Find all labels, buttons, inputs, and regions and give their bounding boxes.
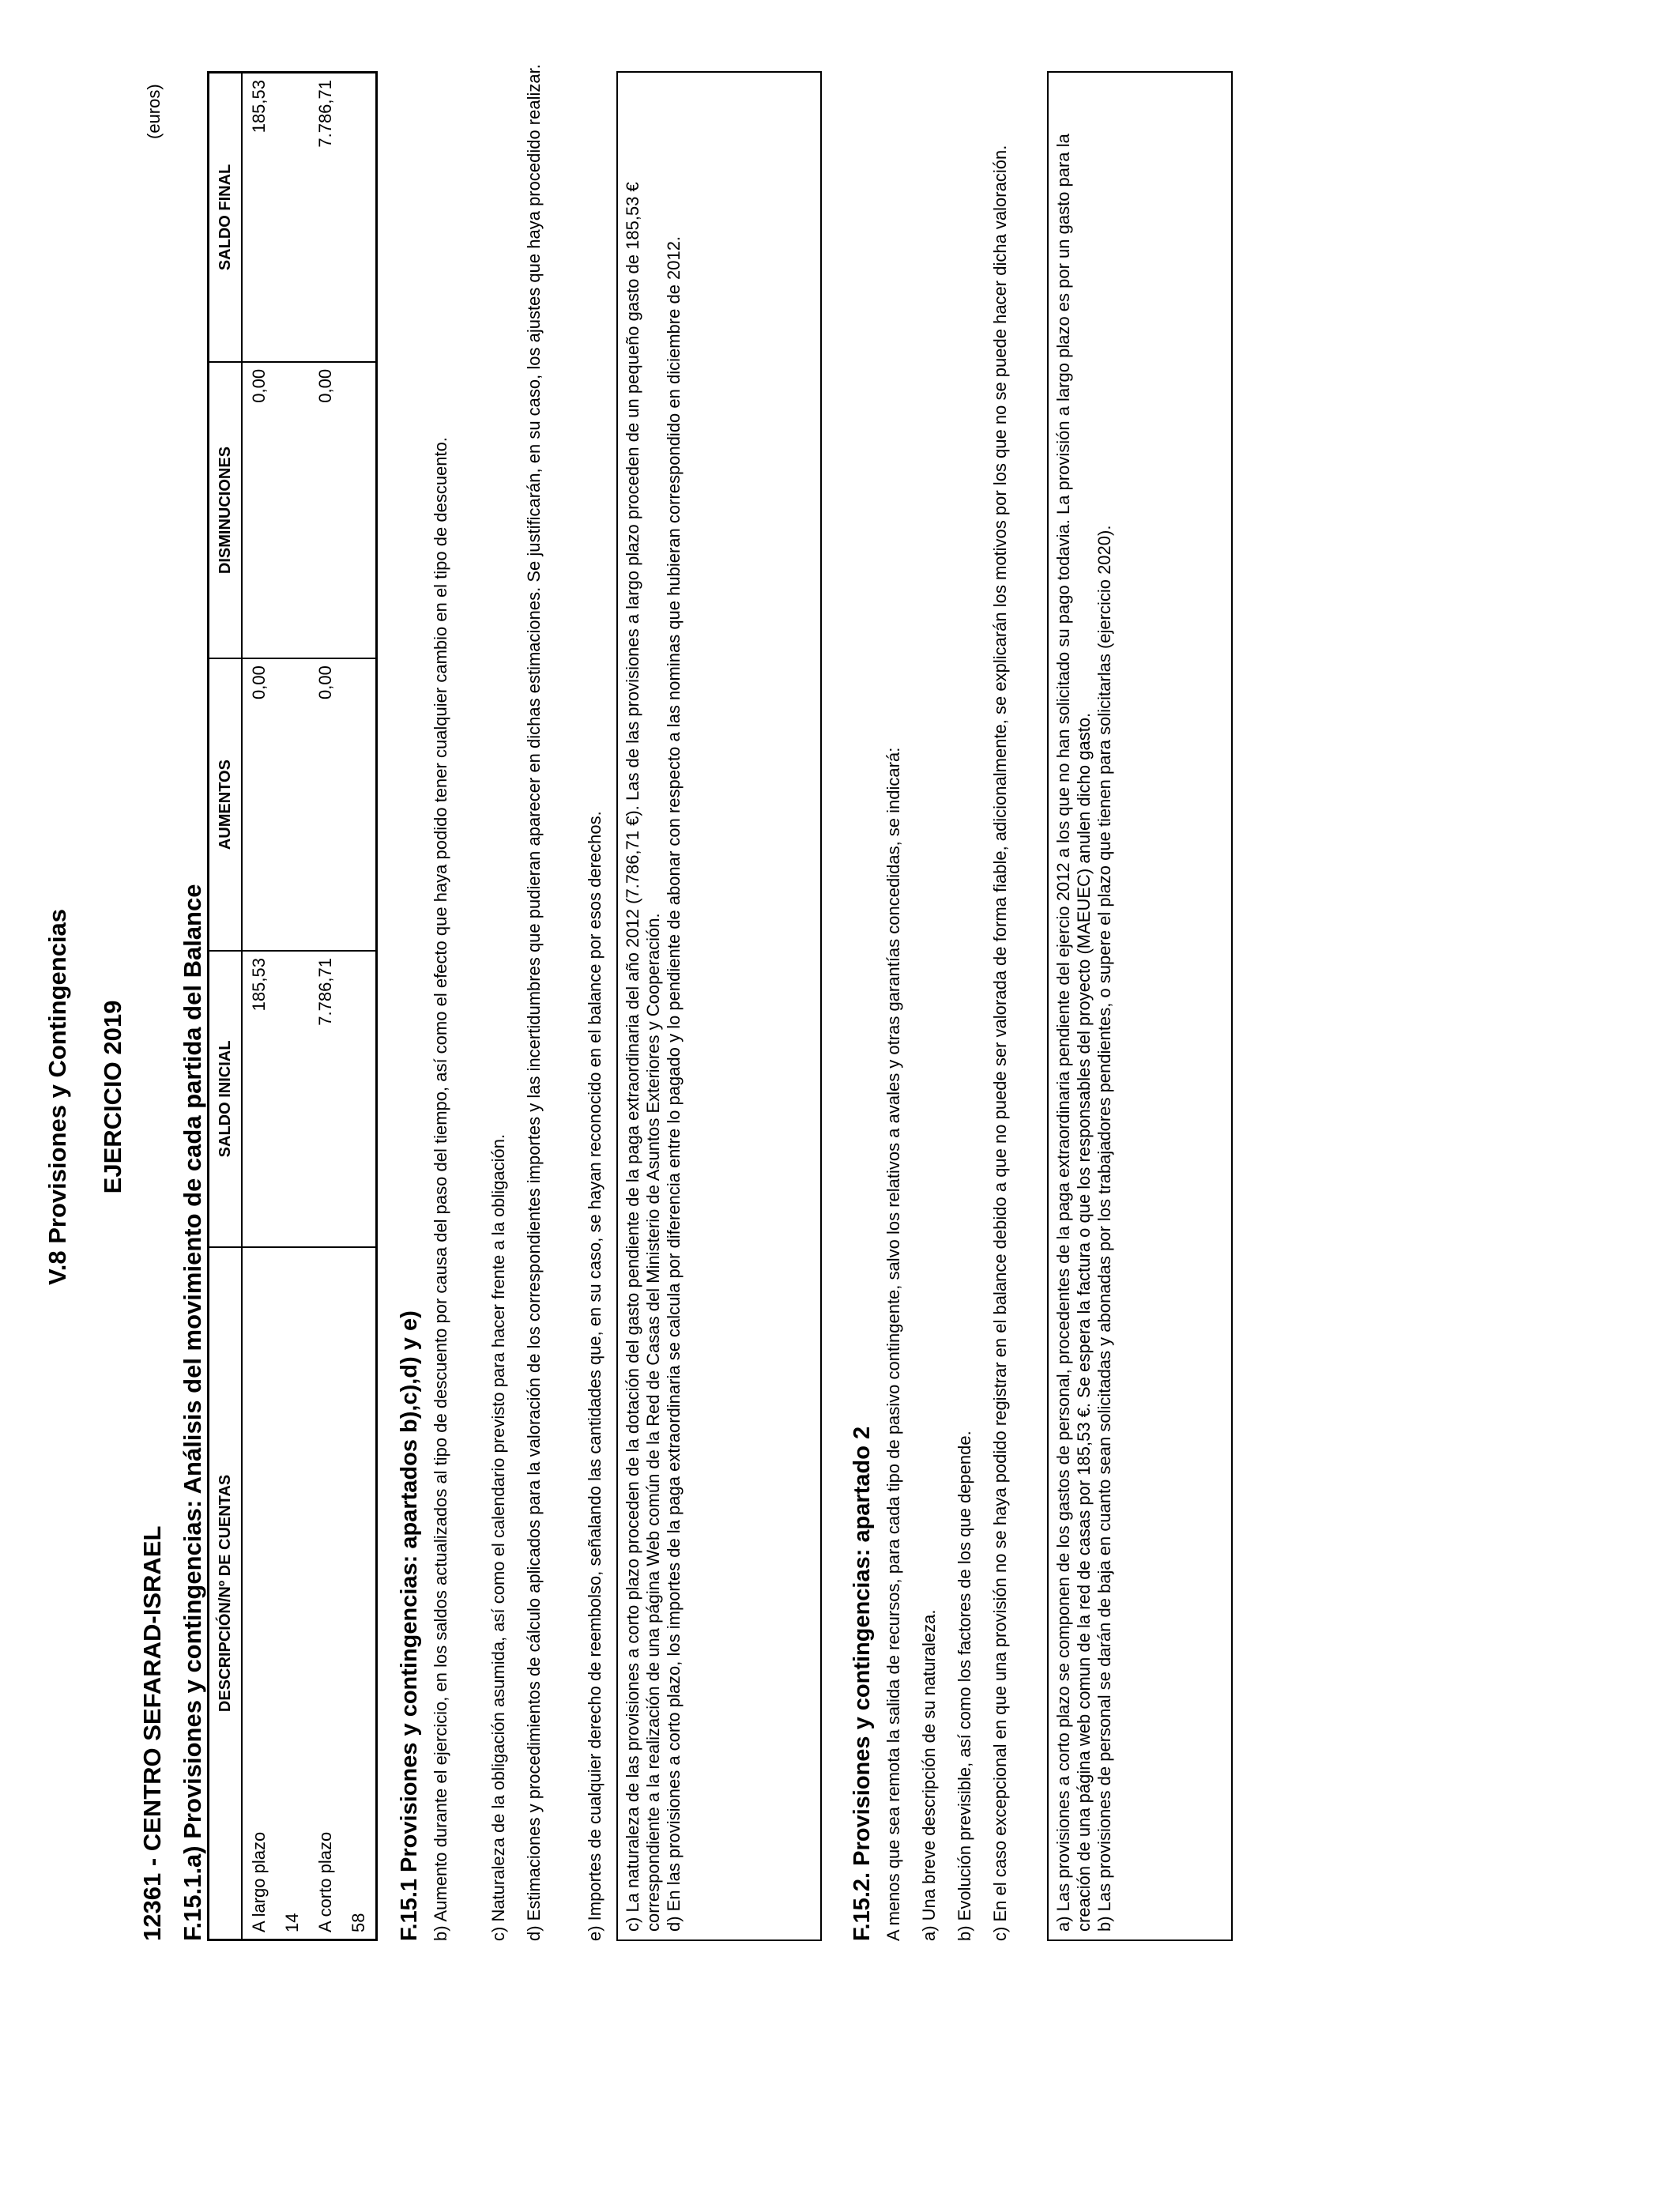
row-saldo-final: 7.786,71 bbox=[309, 73, 342, 362]
row-desc: 58 bbox=[348, 1913, 368, 1932]
row-disminuciones bbox=[276, 362, 309, 658]
row-disminuciones: 0,00 bbox=[242, 362, 276, 658]
table-row bbox=[242, 73, 276, 1940]
section-2-box-a: a) Las provisiones a corto plazo se componen de los gastos de personal, procedentes de la paga extraordinaria pendiente del ejercio 2012 a los que no han solicitado su pago todavia. La provisión a largo plazo es por un gasto para la creación de una página web comun de la red de casas por 185,53 €. Se espera la factura o que los responsables del proyecto (MAEUEC) anulen dicho gasto. bbox=[1053, 134, 1094, 1932]
entity-name: 12361 - CENTRO SEFARAD-ISRAEL bbox=[138, 1525, 166, 1941]
col-disminuciones: DISMINUCIONES bbox=[209, 362, 243, 658]
section-1-item-e: e) Importes de cualquier derecho de reembolso, señalando las cantidades que, en su caso, se hayan reconocido en el balance por esos derechos. bbox=[585, 811, 605, 1941]
row-saldo-inicial: 7.786,71 bbox=[309, 951, 342, 1247]
section-2-box-b: b) Las provisiones de personal se darán de baja en cuanto sean solicitadas y abonadas por los trabajadores pendientes, o supere el plazo que tienen para solicitarlas (ejercicio 2020). bbox=[1094, 525, 1114, 1932]
section-1-item-c: c) Naturaleza de la obligación asumida, así como el calendario previsto para hacer frente a la obligación. bbox=[488, 1133, 508, 1941]
section-1-title: F.15.1 Provisiones y contingencias: apartados b),c),d) y e) bbox=[397, 1310, 422, 1941]
row-desc: 14 bbox=[282, 1913, 302, 1932]
section-2-title: F.15.2. Provisiones y contingencias: apartado 2 bbox=[849, 1426, 875, 1941]
row-saldo-inicial bbox=[276, 951, 309, 1247]
section-2-intro: A menos que sea remota la salida de recursos, para cada tipo de pasivo contingente, salvo los relativos a avales y otras garantías concedidas, se indicará: bbox=[883, 747, 903, 1941]
row-aumentos bbox=[342, 658, 377, 951]
row-aumentos: 0,00 bbox=[309, 658, 342, 951]
row-desc: A corto plazo bbox=[315, 1831, 335, 1932]
section-1-item-d: d) Estimaciones y procedimientos de cálculo aplicados para la valoración de los correspondientes importes y las incertidumbres que pudieran aparecer en dichas estimaciones. Se justificarán, en su caso, los ajustes que haya procedido realizar. bbox=[524, 64, 544, 1941]
table-row bbox=[342, 73, 377, 1940]
section-1-item-b: b) Aumento durante el ejercicio, en los saldos actualizados al tipo de descuento por causa del paso del tiempo, así como el efecto que haya podido tener cualquier cambio en el tipo de descuento. bbox=[431, 437, 450, 1941]
movements-table bbox=[207, 71, 378, 1941]
row-saldo-final: 185,53 bbox=[242, 73, 276, 362]
section-1-box-d: d) En las provisiones a corto plazo, los importes de la paga extraordinaria se calcula por diferencia entre lo pagado y lo pendiente de abonar con respecto a las nominas que hubieran correspondido en diciembre de 2012. bbox=[664, 236, 684, 1932]
col-saldo-inicial: SALDO INICIAL bbox=[209, 951, 243, 1247]
row-disminuciones bbox=[342, 362, 377, 658]
exercise-title: EJERCICIO 2019 bbox=[99, 1000, 126, 1194]
col-descripcion: DESCRIPCIÓN/Nº DE CUENTAS bbox=[209, 1247, 243, 1940]
section-2-item-c: c) En el caso excepcional en que una provisión no se haya podido registrar en el balance debido a que no puede ser valorada de forma fiable, adicionalmente, se explicarán los motivos por los que no se puede hacer dicha valoración. bbox=[990, 145, 1010, 1941]
col-saldo-final: SALDO FINAL bbox=[209, 73, 243, 362]
row-saldo-inicial bbox=[342, 951, 377, 1247]
section-1-box-c: c) La naturaleza de las provisiones a corto plazo proceden de la dotación del gasto pendiente de la paga extraordinaria del año 2012 (7.786,71 €). Las de las provisiones a largo plazo proceden de un pequeño gasto de 185,53 € correspondiente a la realización de una página Web común de la Red de Casas del Ministerio de Asuntos Exteriores y Cooperación. bbox=[623, 182, 663, 1932]
section-2-item-b: b) Evolución previsible, así como los factores de los que depende. bbox=[955, 1431, 974, 1941]
table-section-heading: F.15.1.a) Provisiones y contingencias: Análisis del movimiento de cada partida del Balance bbox=[179, 884, 206, 1941]
section-title: V.8 Provisiones y Contingencias bbox=[43, 908, 71, 1286]
row-aumentos: 0,00 bbox=[242, 658, 276, 951]
row-saldo-final bbox=[276, 73, 309, 362]
row-disminuciones: 0,00 bbox=[309, 362, 342, 658]
section-2-item-a: a) Una breve descripción de su naturaleza. bbox=[919, 1609, 939, 1941]
table-row bbox=[276, 73, 309, 1940]
col-aumentos: AUMENTOS bbox=[209, 658, 243, 951]
table-row bbox=[309, 73, 342, 1940]
table-header-row bbox=[209, 73, 243, 1940]
row-saldo-final bbox=[342, 73, 377, 362]
row-desc: A largo plazo bbox=[249, 1831, 269, 1932]
section-1-answer-box bbox=[616, 71, 822, 1941]
row-aumentos bbox=[276, 658, 309, 951]
section-2-answer-box bbox=[1047, 71, 1233, 1941]
row-saldo-inicial: 185,53 bbox=[242, 951, 276, 1247]
units-label: (euros) bbox=[144, 84, 164, 139]
